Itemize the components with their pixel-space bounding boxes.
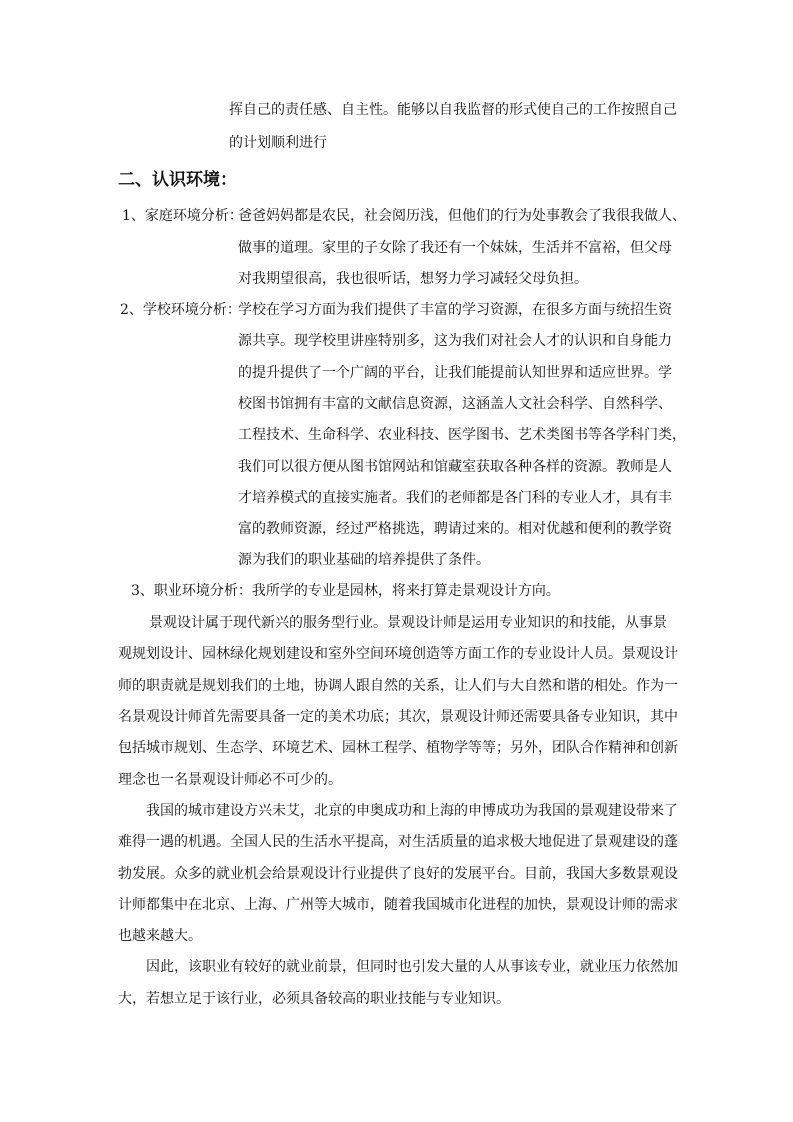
school-line: 校图书馆拥有丰富的文献信息资源，这涵盖人文社会科学、自然科学、: [238, 396, 672, 412]
family-line: 爸爸妈妈都是农民，社会阅历浅，但他们的行为处事教会了我很我做人、: [238, 208, 686, 224]
intro-line: 挥自己的责任感、自主性。能够以自我监督的形式使自己的工作按照自己: [229, 102, 677, 118]
school-line: 我们可以很方便从图书馆网站和馆藏室获取各种各样的资源。教师是人: [238, 459, 672, 475]
paragraph-line: 理念也一名景观设计师必不可少的。: [118, 772, 342, 788]
paragraph-line: 名景观设计师首先需要具备一定的美术功底；其次，景观设计师还需要具备专业知识，其中: [118, 709, 678, 725]
paragraph-line: 计师都集中在北京、上海、广州等大城市，随着我国城市化进程的加快，景观设计师的需求: [118, 897, 678, 913]
school-line: 工程技术、生命科学、农业科技、医学图书、艺术类图书等各学科门类，: [238, 427, 686, 443]
section-heading: 二、认识环境：: [118, 170, 237, 190]
school-line: 源共享。现学校里讲座特别多，这为我们对社会人才的认识和自身能力: [238, 333, 672, 349]
paragraph-line: 也越来越大。: [118, 928, 202, 944]
paragraph-line: 因此，该职业有较好的就业前景，但同时也引发大量的人从事该专业，就业压力依然加: [146, 959, 678, 975]
intro-line: 的计划顺利进行: [229, 135, 327, 151]
family-line: 做事的道理。家里的子女除了我还有一个妹妹，生活并不富裕，但父母: [238, 240, 672, 256]
school-line: 富的教师资源，经过严格挑选，聘请过来的。相对优越和便利的教学资: [238, 521, 672, 537]
school-label: 2、学校环境分析：: [120, 302, 241, 318]
school-line: 源为我们的职业基础的培养提供了条件。: [238, 552, 490, 568]
school-line: 学校在学习方面为我们提供了丰富的学习资源，在很多方面与统招生资: [238, 302, 672, 318]
paragraph-line: 包括城市规划、生态学、环境艺术、园林工程学、植物学等等；另外，团队合作精神和创新: [118, 740, 678, 756]
paragraph-line: 难得一遇的机遇。全国人民的生活水平提高，对生活质量的追求极大地促进了景观建设的蓬: [118, 834, 678, 850]
paragraph-line: 景观设计属于现代新兴的服务型行业。景观设计师是运用专业知识的和技能，从事景: [149, 615, 667, 631]
school-line: 才培养模式的直接实施者。我们的老师都是各门科的专业人才，具有丰: [238, 490, 672, 506]
paragraph-line: 大，若想立足于该行业，必须具备较高的职业技能与专业知识。: [118, 991, 510, 1007]
paragraph-line: 师的职责就是规划我们的土地，协调人跟自然的关系，让人们与大自然和谐的相处。作为一: [118, 678, 678, 694]
career-line: 3、职业环境分析：我所学的专业是园林，将来打算走景观设计方向。: [131, 583, 560, 599]
family-label: 1、家庭环境分析：: [122, 208, 243, 224]
family-line: 对我期望很高，我也很听话，想努力学习减轻父母负担。: [238, 271, 588, 287]
paragraph-line: 我国的城市建设方兴未艾，北京的申奥成功和上海的申博成功为我国的景观建设带来了: [146, 803, 678, 819]
paragraph-line: 观规划设计、园林绿化规划建设和室外空间环境创造等方面工作的专业设计人员。景观设计: [118, 646, 678, 662]
school-line: 的提升提供了一个广阔的平台，让我们能提前认知世界和适应世界。学: [238, 365, 672, 381]
paragraph-line: 勃发展。众多的就业机会给景观设计行业提供了良好的发展平台。目前，我国大多数景观设: [118, 866, 678, 882]
